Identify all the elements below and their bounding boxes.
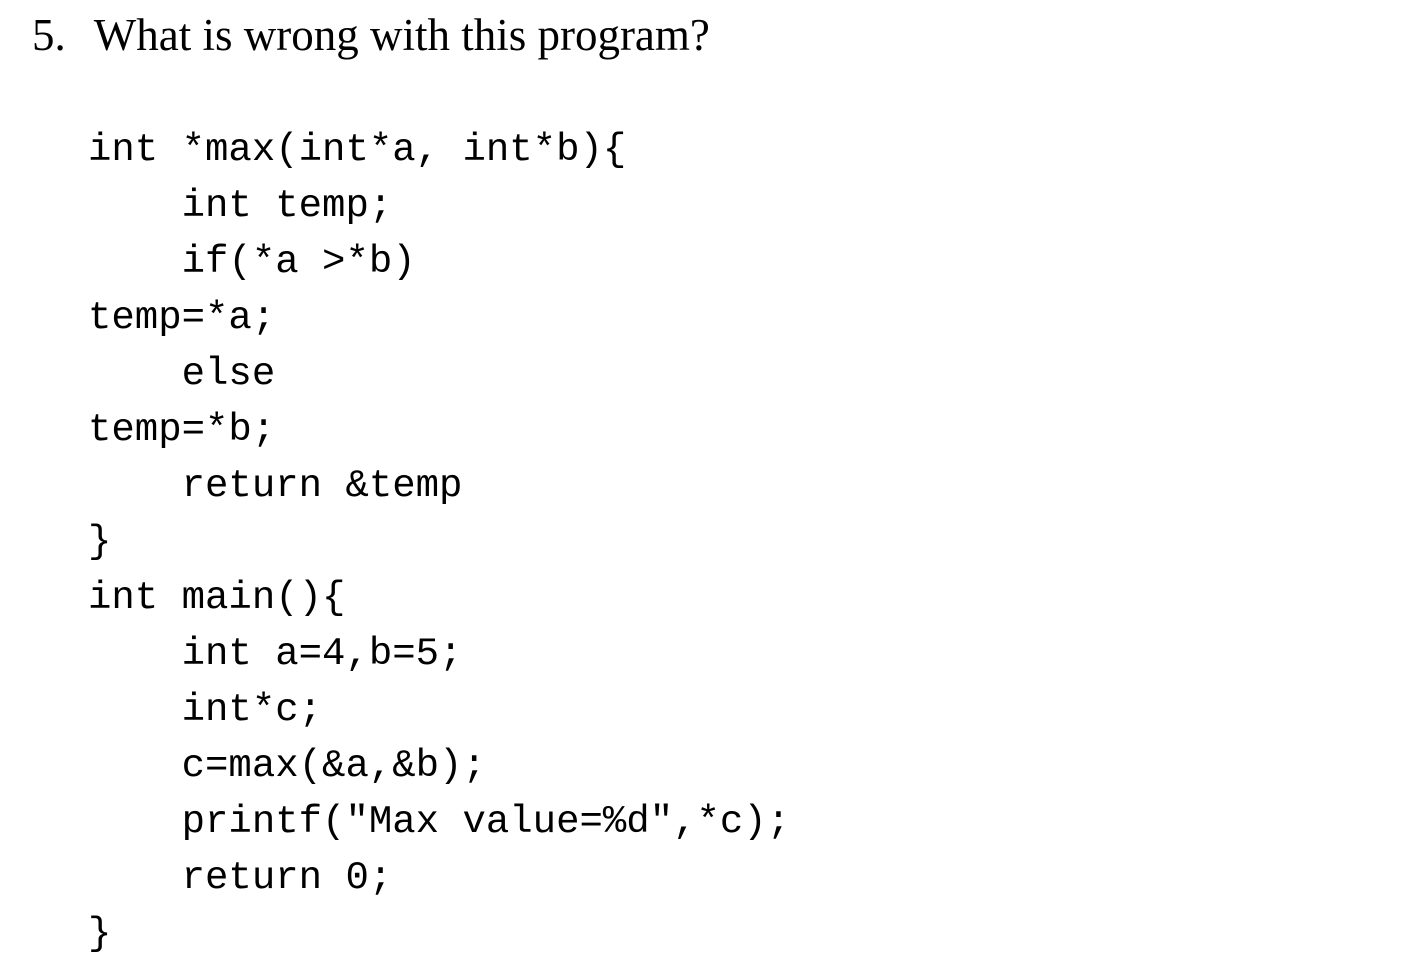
code-line: return 0; <box>88 856 393 900</box>
code-line: int *max(int*a, int*b){ <box>88 128 627 172</box>
code-line: int main(){ <box>88 576 346 620</box>
code-line: } <box>88 912 112 956</box>
code-line: printf("Max value=%d",*c); <box>88 800 791 844</box>
code-line: temp=*a; <box>88 296 276 340</box>
code-line: int*c; <box>88 688 323 732</box>
code-line: int a=4,b=5; <box>88 632 463 676</box>
code-line: return &temp <box>88 464 463 508</box>
question-number: 5. <box>32 10 66 60</box>
question-text: What is wrong with this program? <box>93 10 710 60</box>
code-line: int temp; <box>88 184 393 228</box>
code-line: } <box>88 520 112 564</box>
code-line: if(*a >*b) <box>88 240 416 284</box>
code-block <box>88 122 790 960</box>
code-line: else <box>88 352 276 396</box>
code-line: temp=*b; <box>88 408 276 452</box>
question-heading <box>32 8 710 62</box>
code-line: c=max(&a,&b); <box>88 744 486 788</box>
